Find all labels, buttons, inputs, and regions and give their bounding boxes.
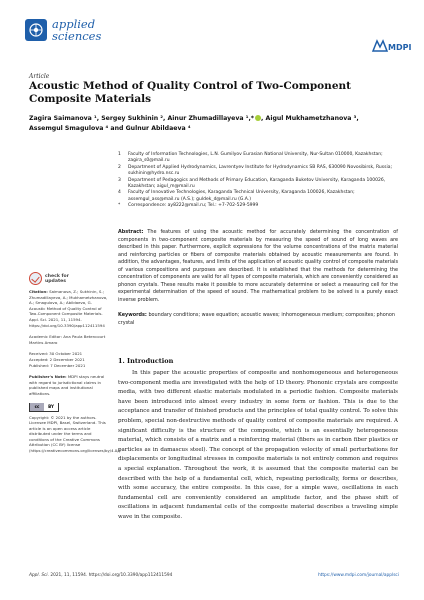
affiliation-item: 1 Faculty of Information Technologies, L.N. Gumilyov Eurasian National University, Nur-Sultan 010000, Kazakhstan; zagira_s0@mail.ru: [118, 152, 383, 164]
page-header: [25, 17, 412, 59]
sidebar: [29, 272, 122, 460]
footer-journal: Appl. Sci.: [29, 573, 49, 578]
author-line-2[interactable]: Assemgul Smagulova ⁴ and Gulnur Abildaeva ⁴: [29, 125, 191, 132]
keywords-text: boundary conditions; wave equation; acoustic waves; inhomogeneous medium; composites; phonon crystal: [118, 312, 395, 326]
affiliation-item: 4 Faculty of Innovative Technologies, Karaganda Technical University, Karaganda 100026, Kazakhstan; assemgul_ass@mail.ru (A.S.); guldek_d@mail.ru (G.A.): [118, 190, 355, 202]
journal-name[interactable]: [52, 18, 101, 42]
journal-name-line2: sciences: [52, 29, 102, 43]
check-updates-line1: check for: [45, 273, 69, 279]
footer-citation[interactable]: [29, 573, 172, 578]
affiliations: [118, 152, 398, 210]
article-type: Article: [29, 73, 50, 80]
abstract-label: Abstract:: [118, 229, 144, 235]
citation-block: [29, 289, 109, 328]
author-list: [29, 114, 399, 134]
paper-title: Acoustic Method of Quality Control of Two-Component Composite Materials: [29, 80, 351, 105]
editor-name: Ana Paula Betencourt Martins Amaro: [29, 334, 106, 345]
journal-logo-icon[interactable]: [25, 19, 47, 41]
introduction-text: In this paper the acoustic properties of composite and nonhomogeneous and heterogeneous two-component media are investigated with the help of 1D theory. Phononic crystals are composite media, with two different elastic materials modulated in a periodic fashion. Composite materials have been introduced into almost every industry in some form or fashion. This is due to the acceptance and transfer of finished products and the principles of total quality control. To solve this problem, special non-destructive methods of quality control of composite materials are required. A significant difficulty is the structure of the composite, which is an essentially heterogeneous material, which consists of a matrix and a reinforcing material (fibers as in carbon fiber plastics or particles as in damascus steel). The concept of the propagation velocity of small perturbations for displacements or longitudinal stresses in composite materials is not entirely common and requires a special explanation. Throughout the work, it is assumed that the composite material can be described with the help of a fundamental cell, which, repeating periodically, forms or describes, with some accuracy, the entire composite. In this case, for a simple wave, oscillations in each fundamental cell are conveniently considered an amplitude factor, and the phase shift of oscillations in adjacent fundamental cells of the composite material describes a traveling simple wave in the composite.: [118, 370, 398, 520]
citation-label: Citation:: [29, 289, 48, 294]
citation-text[interactable]: Saimanova, Z.; Sukhinin, S.; Zhumadillayeva, A.; Mukhametzhanova, A.; Smagulova, A.; Abildaeva, G. Acoustic Method of Quality Control of Two-Component Composite Materials. Appl. Sci. 2021, 11, 11594. https://doi.org/10.3390/app112411594: [29, 289, 108, 328]
dates-block: [29, 351, 109, 368]
copyright-text: Copyright: © 2021 by the authors. Licensee MDPI, Basel, Switzerland. This article is an open access article distributed under the terms and conditions of the Creative Commons Attribution (CC BY) license (https://creativecommons.org/licenses/by/4.0/).: [29, 414, 122, 454]
received-date: Received: 30 October 2021: [29, 351, 83, 357]
footer-journal-link[interactable]: https://www.mdpi.com/journal/applsci: [317, 573, 399, 578]
check-updates-button[interactable]: [29, 272, 109, 285]
cc-by-license-icon[interactable]: [29, 403, 59, 412]
by-icon: BY: [44, 403, 58, 411]
author-line-1[interactable]: Zagira Saimanova ¹, Sergey Sukhinin ², Ainur Zhumadillayeva ¹,*: [29, 115, 255, 122]
abstract-text: The features of using the acoustic method for accurately determining the concentration of components in two-component composite materials by measuring the speed of sound of long waves are described in this paper. Furthermore, explicit expressions for the volume concentrations of the matrix material and reinforcing particles or fibers of composite materials obtained by acoustic measurements are found. In addition, the advantages, features, and limits of the application of acoustic quality control of composite materials of various compositions and purposes are described. It is established that the methods for determining the concentration of components are valid for all types of composite materials, which are conveniently considered as phonon crystals. These results make it possible to more accurately determine or select a measuring cell for the experimental determination of the speed of sound. The mathematical problem to be solved is a purely exact inverse problem.: [118, 229, 398, 303]
section-heading-introduction: 1. Introduction: [118, 357, 174, 365]
affiliation-item: 3 Department of Pedagogics and Methods of Primary Education, Karaganda Buketov University, Karaganda 100026, Kazakhstan; aigul_m@mail.ru: [118, 177, 386, 190]
publisher-note-text: MDPI stays neutral with regard to jurisdictional claims in published maps and institutional affiliations.: [29, 374, 105, 396]
page-footer: [29, 573, 399, 578]
cc-icon: cc: [30, 403, 44, 411]
affiliation-item: 2 Department of Applied Hydrodynamics, Lavrentyev Institute for Hydrodynamics SB RAS, 630090 Novosibirsk, Russia; sukhinin@hydro.nsc.ru: [118, 164, 392, 177]
editor-block: [29, 334, 109, 345]
published-date: Published: 7 December 2021: [29, 362, 86, 368]
footer-citation-text: 2021, 11, 11594. https://doi.org/10.3390/app112411594: [50, 573, 173, 578]
correspondence[interactable]: * Correspondence: ay8222@mail.ru; Tel.: +7-702-529-5999: [118, 203, 259, 209]
mdpi-logo-text: MDPI: [388, 43, 412, 52]
author-line-1b[interactable]: , Aigul Mukhametzhanova ³,: [261, 115, 359, 122]
editor-label: Academic Editor:: [29, 334, 62, 340]
copyright-block: [29, 414, 122, 454]
check-updates-line2: updates: [45, 278, 66, 284]
check-updates-icon: [29, 272, 42, 285]
abstract: [118, 229, 398, 304]
mdpi-logo-icon[interactable]: [372, 39, 412, 53]
publisher-note-block: [29, 374, 109, 396]
journal-name-line1: applied: [52, 17, 96, 31]
keywords: [118, 312, 398, 327]
accepted-date: Accepted: 2 December 2021: [29, 356, 85, 362]
publisher-note-label: Publisher's Note:: [29, 374, 67, 380]
keywords-label: Keywords:: [118, 312, 147, 318]
